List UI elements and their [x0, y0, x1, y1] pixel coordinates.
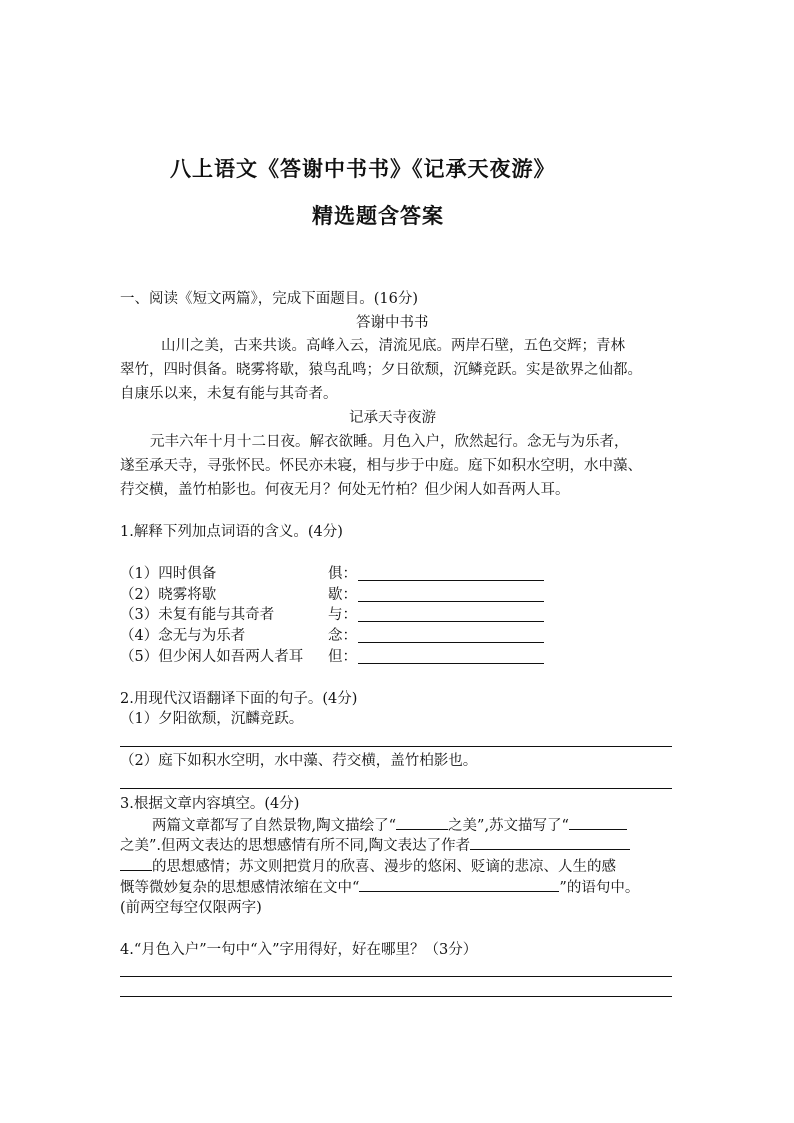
q1-phrase: （5）但少闲人如吾两人者耳 — [120, 649, 304, 665]
q1-answer-line[interactable] — [358, 642, 544, 643]
q3-blank[interactable] — [120, 856, 152, 871]
q1-phrase: （1）四时俱备 — [120, 566, 217, 582]
page-title: 八上语文《答谢中书书》《记承天夜游》 — [170, 156, 556, 181]
page-subtitle: 精选题含答案 — [312, 203, 444, 228]
q1-char: 念： — [328, 628, 357, 644]
passage1-line: 山川之美，古来共谈。高峰入云，清流见底。两岸石壁，五色交辉；青林 — [161, 338, 625, 354]
q3-text: 慨等微妙复杂的思想感情浓缩在文中“ — [120, 880, 360, 896]
q2-answer-line[interactable] — [120, 746, 672, 747]
passage2-line: 元丰六年十月十二日夜。解衣欲睡。月色入户，欣然起行。念无与为乐者， — [150, 434, 629, 450]
passage1-title: 答谢中书书 — [356, 315, 429, 331]
q3-blank[interactable] — [396, 815, 448, 830]
q4-answer-line[interactable] — [120, 976, 672, 977]
question-3-prompt: 3.根据文章内容填空。(4分) — [120, 796, 300, 812]
q1-answer-line[interactable] — [358, 580, 544, 581]
q3-line-2 — [120, 835, 630, 856]
q1-char: 歇： — [328, 587, 357, 603]
question-1-prompt: 1.解释下列加点词语的含义。(4分) — [120, 524, 343, 540]
q3-text: 两篇文章都写了自然景物,陶文描绘了“ — [152, 818, 397, 834]
q1-answer-line[interactable] — [358, 621, 544, 622]
q4-answer-line[interactable] — [120, 996, 672, 997]
q3-text: 的思想感情；苏文则把赏月的欣喜、漫步的悠闲、贬谪的悲凉、人生的感 — [152, 859, 616, 875]
q1-answer-line[interactable] — [358, 601, 544, 602]
q1-phrase: （4）念无与为乐者 — [120, 628, 246, 644]
q3-blank[interactable] — [569, 815, 627, 830]
q3-text: 之美”.但两文表达的思想感情有所不同,陶文表达了作者 — [120, 838, 471, 854]
q3-note: (前两空每空仅限两字) — [120, 900, 262, 916]
q3-line-3 — [120, 856, 616, 877]
passage2-title: 记承天寺夜游 — [349, 410, 436, 426]
q1-answer-line[interactable] — [358, 663, 544, 664]
q2-sub2: （2）庭下如积水空明，水中藻、荇交横，盖竹柏影也。 — [120, 753, 478, 769]
q3-text: ”的语句中。 — [559, 880, 640, 896]
passage1-line: 翠竹，四时俱备。晓雾将歇，猿鸟乱鸣；夕日欲颓，沉鳞竞跃。实是欲界之仙都。 — [120, 362, 642, 378]
q2-sub1: （1）夕阳欲颓，沉麟竞跃。 — [120, 711, 304, 727]
q3-blank[interactable] — [359, 877, 559, 892]
q1-char: 与： — [328, 607, 357, 623]
q3-blank[interactable] — [470, 835, 630, 850]
q1-phrase: （3）未复有能与其奇者 — [120, 607, 275, 623]
q1-char: 但： — [328, 649, 357, 665]
q3-line-1 — [152, 815, 627, 836]
question-2-prompt: 2.用现代汉语翻译下面的句子。(4分) — [120, 691, 358, 707]
q1-char: 俱： — [328, 566, 357, 582]
passage2-line: 荇交横，盖竹柏影也。何夜无月？何处无竹柏？但少闲人如吾两人耳。 — [120, 482, 570, 498]
q3-text: 之美”,苏文描写了“ — [448, 818, 569, 834]
q2-answer-line[interactable] — [120, 788, 672, 789]
q1-phrase: （2）晓雾将歇 — [120, 587, 217, 603]
q3-line-4 — [120, 877, 639, 898]
question-4-prompt: 4.“月色入户”一句中“入”字用得好，好在哪里？（3分） — [120, 942, 478, 958]
passage2-line: 遂至承天寺，寻张怀民。怀民亦未寝，相与步于中庭。庭下如积水空明，水中藻、 — [120, 458, 642, 474]
passage1-line: 自康乐以来，未复有能与其奇者。 — [120, 386, 338, 402]
section-heading: 一、阅读《短文两篇》，完成下面题目。(16分) — [120, 291, 419, 307]
